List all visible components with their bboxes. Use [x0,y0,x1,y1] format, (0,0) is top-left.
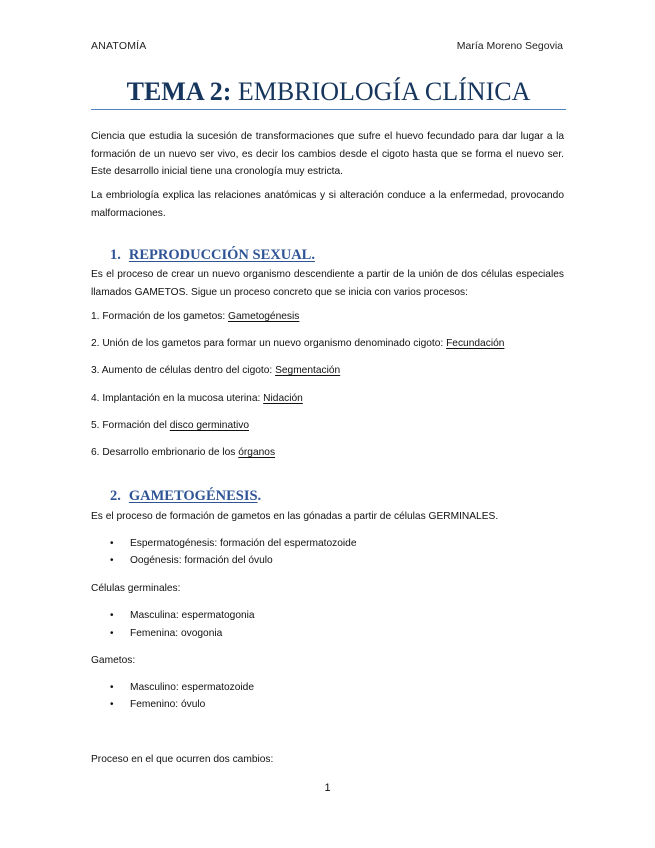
list-item [110,610,255,621]
list-item-text: Masculino: espermatozoide [130,682,255,693]
section1-body: Es el proceso de crear un nuevo organismo descendiente a partir de la unión de dos células especiales llamados GAMETOS. Sigue un proceso concreto que se inicia con varios procesos: [91,269,564,298]
intro-paragraph-1: Ciencia que estudia la sucesión de transformaciones que sufre el huevo fecundado para dar lugar a la formación de un nuevo ser vivo, es decir los cambios desde el cigoto hasta que se forma el nuevo ser. Este desarrollo inicial tiene una cronología muy estricta. [91,131,564,177]
section2-heading [110,488,261,505]
list-item-text: Femenino: óvulo [130,699,206,710]
section2-title: GAMETOGÉNESIS [128,488,258,504]
closing-line: Proceso en el que ocurren dos cambios: [91,754,274,765]
step-2-text: 2. Unión de los gametos para formar un nuevo organismo denominado cigoto: [91,338,447,349]
step-4 [91,393,303,404]
step-3 [91,365,340,376]
list-item-text: Masculina: espermatogonia [130,610,255,621]
list-item-text: Femenina: ovogonia [130,628,223,639]
bullet-icon: • [110,682,114,693]
list-item [110,555,273,566]
bullet-icon: • [110,538,114,549]
section2-number: 2. [110,488,121,504]
list-item [110,682,254,693]
step-3-text: 3. Aumento de células dentro del cigoto: [91,365,276,376]
section2-title-end: . [257,488,262,504]
step-4-term: Nidación [263,393,303,404]
section1-heading [110,247,315,264]
list-item-text: Oogénesis: formación del óvulo [130,555,273,566]
section1-number: 1. [110,247,121,263]
step-2-term: Fecundación [446,338,505,349]
bullet-icon: • [110,555,114,566]
list-item [110,538,357,549]
step-1-term: Gametogénesis [228,311,300,322]
list-item [110,628,222,639]
section2-body: Es el proceso de formación de gametos en las gónadas a partir de células GERMINALES. [91,511,499,522]
list-item-text: Espermatogénesis: formación del espermatozoide [130,538,357,549]
header-subject: ANATOMÍA [91,40,147,52]
step-5 [91,420,249,431]
section1-title: REPRODUCCIÓN SEXUAL. [128,247,315,263]
step-5-term: disco germinativo [169,420,249,431]
title-rest: EMBRIOLOGÍA CLÍNICA [231,77,531,106]
intro-paragraph-2: La embriología explica las relaciones anatómicas y si alteración conduce a la enfermedad, provocando malformaciones. [91,190,564,219]
bullet-icon: • [110,628,114,639]
list-item [110,699,205,710]
step-6 [91,447,275,458]
title-underline [91,109,566,110]
step-4-text: 4. Implantación en la mucosa uterina: [91,393,264,404]
label-celulas-germinales: Células germinales: [91,583,181,594]
bullet-icon: • [110,699,114,710]
title-bold: TEMA 2: [126,77,232,106]
step-5-text: 5. Formación del [91,420,170,431]
step-1-text: 1. Formación de los gametos: [91,311,229,322]
page-title [91,76,566,108]
step-6-term: órganos [238,447,276,458]
step-2 [91,338,504,349]
page-number: 1 [324,782,331,794]
header-author: María Moreno Segovia [456,40,563,52]
step-6-text: 6. Desarrollo embrionario de los [91,447,239,458]
bullet-icon: • [110,610,114,621]
label-gametos: Gametos: [91,655,136,666]
step-1 [91,311,299,322]
step-3-term: Segmentación [275,365,341,376]
